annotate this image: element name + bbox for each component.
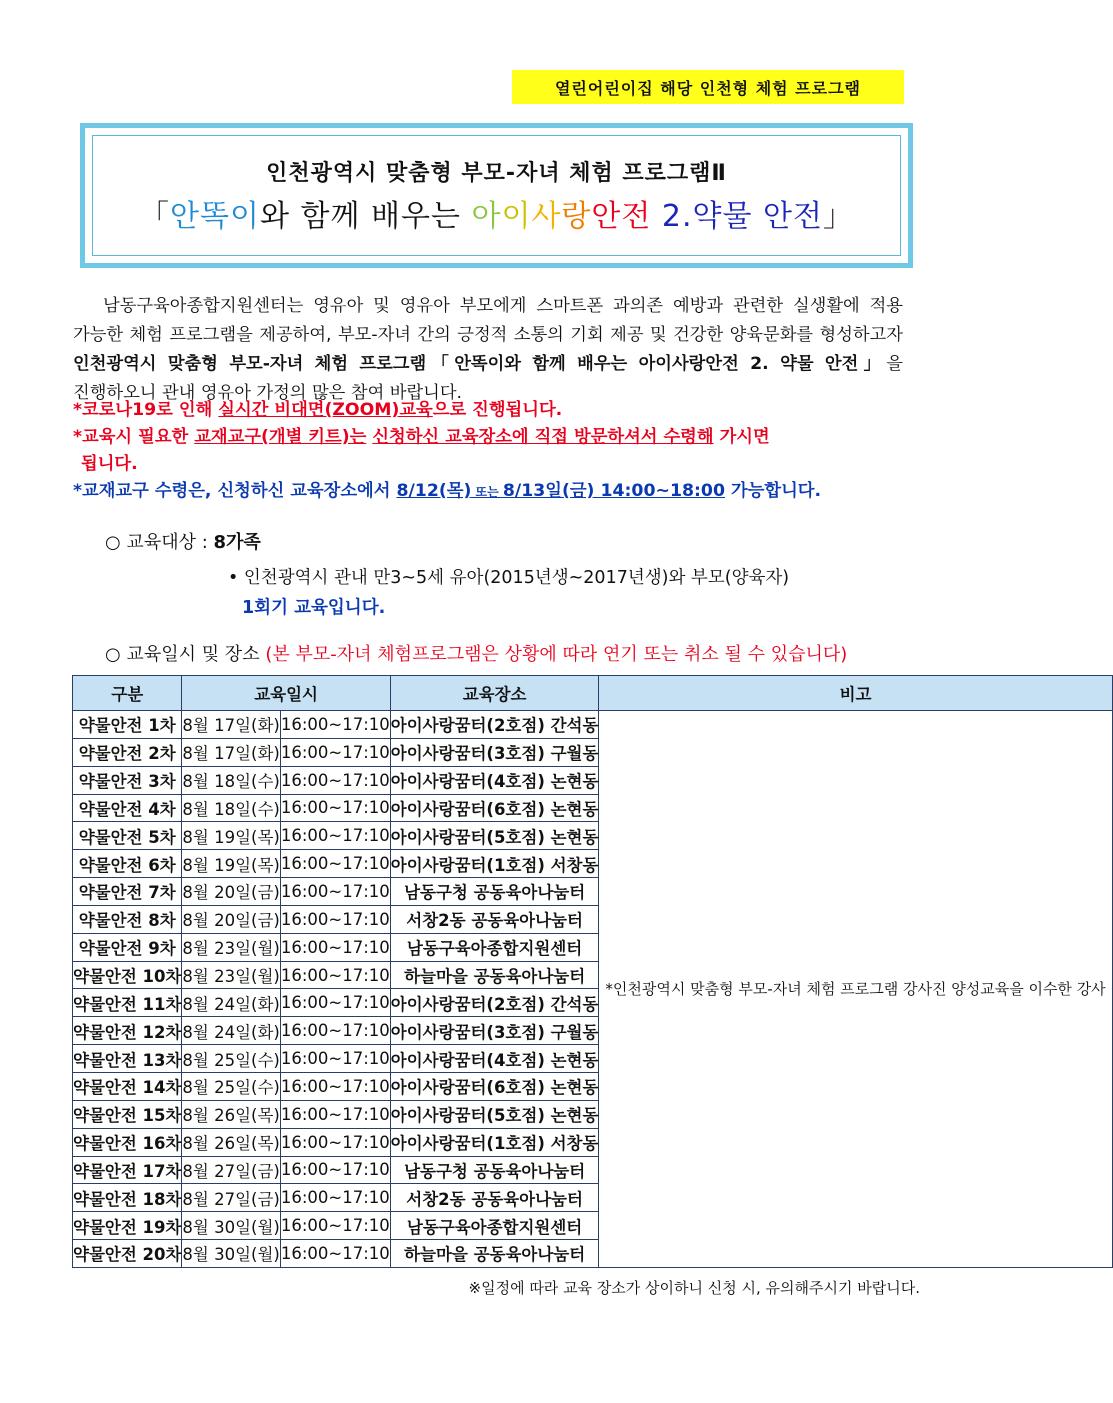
place-cell: 아이사랑꿈터(2호점) 간석동	[390, 711, 599, 739]
notice-kit-prefix: *교육시 필요한	[73, 427, 195, 447]
date-cell: 8월 23일(월)	[182, 961, 280, 989]
time-cell: 16:00~17:10	[280, 822, 390, 850]
session-name-cell: 약물안전 9차	[73, 933, 182, 961]
session-name-cell: 약물안전 12차	[73, 1017, 182, 1045]
date-cell: 8월 19일(목)	[182, 850, 280, 878]
header-place: 교육장소	[390, 676, 599, 711]
notice-zoom-suffix: 으로 진행됩니다.	[432, 400, 563, 420]
title-box	[80, 123, 913, 268]
session-name-cell: 약물안전 10차	[73, 961, 182, 989]
time-cell: 16:00~17:10	[280, 711, 390, 739]
date-cell: 8월 30일(월)	[182, 1212, 280, 1240]
time-cell: 16:00~17:10	[280, 905, 390, 933]
time-cell: 16:00~17:10	[280, 766, 390, 794]
date-cell: 8월 20일(금)	[182, 905, 280, 933]
program-tag-label: 열린어린이집 해당 인천형 체험 프로그램	[554, 78, 862, 98]
session-name-cell: 약물안전 19차	[73, 1212, 182, 1240]
date-cell: 8월 25일(수)	[182, 1045, 280, 1073]
notice-list	[73, 397, 933, 506]
session-name-cell: 약물안전 6차	[73, 850, 182, 878]
header-category: 구분	[73, 676, 182, 711]
place-cell: 남동구육아종합지원센터	[390, 933, 599, 961]
table-row	[73, 711, 1113, 739]
place-cell: 남동구청 공동육아나눔터	[390, 878, 599, 906]
title-line2-part: 이	[501, 199, 532, 234]
session-name-cell: 약물안전 1차	[73, 711, 182, 739]
target-section	[105, 528, 261, 554]
title-line2-part: 안전	[591, 199, 652, 234]
session-name-cell: 약물안전 17차	[73, 1156, 182, 1184]
time-cell: 16:00~17:10	[280, 850, 390, 878]
time-cell: 16:00~17:10	[280, 1184, 390, 1212]
place-cell: 아이사랑꿈터(4호점) 논현동	[390, 766, 599, 794]
time-cell: 16:00~17:10	[280, 738, 390, 766]
header-remark: 비고	[599, 676, 1112, 711]
session-name-cell: 약물안전 2차	[73, 738, 182, 766]
notice-kit-underline2: 신청하신 교육장소에 직접 방문하셔서 수령해	[372, 427, 714, 447]
place-cell: 남동구청 공동육아나눔터	[390, 1156, 599, 1184]
date-cell: 8월 19일(목)	[182, 822, 280, 850]
date-cell: 8월 27일(금)	[182, 1156, 280, 1184]
time-cell: 16:00~17:10	[280, 933, 390, 961]
schedule-section	[105, 640, 847, 666]
schedule-note: (본 부모-자녀 체험프로그램은 상황에 따라 연기 또는 취소 될 수 있습니다)	[265, 644, 848, 665]
intro-text-bold: 인천광역시 맞춤형 부모-자녀 체험 프로그램「안똑이와 함께 배우는 아이사랑안전 2. 약물 안전」	[73, 354, 887, 374]
notice-kit-underline1: 교재교구(개별 키트)는	[194, 427, 367, 447]
place-cell: 서창2동 공동육아나눔터	[390, 905, 599, 933]
notice-pickup	[73, 478, 933, 506]
title-line2-part: 사	[531, 199, 562, 234]
notice-kit-line2: 됩니다.	[81, 454, 138, 474]
date-cell: 8월 26일(목)	[182, 1128, 280, 1156]
time-cell: 16:00~17:10	[280, 1017, 390, 1045]
time-cell: 16:00~17:10	[280, 989, 390, 1017]
session-name-cell: 약물안전 15차	[73, 1100, 182, 1128]
place-cell: 아이사랑꿈터(2호점) 간석동	[390, 989, 599, 1017]
place-cell: 아이사랑꿈터(3호점) 구월동	[390, 738, 599, 766]
title-line2-part: 랑	[561, 199, 592, 234]
title-line2-part: 안똑이	[170, 199, 260, 234]
target-detail	[228, 563, 789, 623]
intro-text-part1: 남동구육아종합지원센터는 영유아 및 영유아 부모에게 스마트폰 과의존 예방과 관련한 실생활에 적용 가능한 체험 프로그램을 제공하여, 부모-자녀 간의 긍정적 소통의 기회 제공 및 건강한 양육문화를 형성하고자	[73, 296, 903, 345]
target-value: 8가족	[213, 532, 261, 553]
date-cell: 8월 24일(화)	[182, 989, 280, 1017]
session-name-cell: 약물안전 16차	[73, 1128, 182, 1156]
notice-pickup-or: 또는	[471, 485, 503, 499]
remark-cell: *인천광역시 맞춤형 부모-자녀 체험 프로그램 강사진 양성교육을 이수한 강사	[599, 711, 1112, 1268]
date-cell: 8월 26일(목)	[182, 1100, 280, 1128]
session-name-cell: 약물안전 18차	[73, 1184, 182, 1212]
place-cell: 아이사랑꿈터(5호점) 논현동	[390, 822, 599, 850]
place-cell: 아이사랑꿈터(1호점) 서창동	[390, 1128, 599, 1156]
session-name-cell: 약물안전 8차	[73, 905, 182, 933]
notice-zoom-underline: 실시간 비대면(ZOOM)교육	[218, 400, 433, 420]
place-cell: 아이사랑꿈터(4호점) 논현동	[390, 1045, 599, 1073]
time-cell: 16:00~17:10	[280, 878, 390, 906]
title-line2-part: 2.약물 안전	[651, 199, 823, 234]
notice-pickup-prefix: *교재교구 수령은, 신청하신 교육장소에서	[73, 481, 397, 501]
target-label: ○ 교육대상 :	[105, 532, 214, 553]
target-detail-line2: 1회기 교육입니다.	[242, 598, 386, 618]
title-line2-part: 아	[471, 199, 502, 234]
notice-pickup-suffix: 가능합니다.	[724, 481, 822, 501]
date-cell: 8월 18일(수)	[182, 794, 280, 822]
time-cell: 16:00~17:10	[280, 1212, 390, 1240]
session-name-cell: 약물안전 3차	[73, 766, 182, 794]
place-cell: 하늘마을 공동육아나눔터	[390, 961, 599, 989]
time-cell: 16:00~17:10	[280, 1156, 390, 1184]
date-cell: 8월 18일(수)	[182, 766, 280, 794]
notice-pickup-date1: 8/12(목)	[396, 481, 472, 501]
title-line2-part: 」	[822, 199, 854, 234]
place-cell: 아이사랑꿈터(5호점) 논현동	[390, 1100, 599, 1128]
date-cell: 8월 24일(화)	[182, 1017, 280, 1045]
time-cell: 16:00~17:10	[280, 794, 390, 822]
session-name-cell: 약물안전 20차	[73, 1240, 182, 1268]
session-name-cell: 약물안전 7차	[73, 878, 182, 906]
header-datetime: 교육일시	[182, 676, 390, 711]
session-name-cell: 약물안전 4차	[73, 794, 182, 822]
notice-kit-suffix: 가시면	[713, 427, 770, 447]
title-inner-box	[92, 135, 901, 256]
notice-kit	[73, 424, 933, 478]
place-cell: 아이사랑꿈터(6호점) 논현동	[390, 1072, 599, 1100]
place-cell: 서창2동 공동육아나눔터	[390, 1184, 599, 1212]
place-cell: 아이사랑꿈터(1호점) 서창동	[390, 850, 599, 878]
notice-zoom-prefix: *코로나19로 인해	[73, 400, 219, 420]
footnote: ※일정에 따라 교육 장소가 상이하니 신청 시, 유의해주시기 바랍니다.	[468, 1279, 920, 1297]
session-name-cell: 약물안전 13차	[73, 1045, 182, 1073]
notice-pickup-date2: 8/13일(금) 14:00~18:00	[502, 481, 725, 501]
title-line2-part: 와 함께 배우는	[259, 199, 472, 234]
title-line1: 인천광역시 맞춤형 부모-자녀 체험 프로그램Ⅱ	[266, 161, 727, 186]
time-cell: 16:00~17:10	[280, 1128, 390, 1156]
schedule-table	[72, 675, 1113, 1268]
notice-zoom	[73, 397, 933, 424]
title-line2	[139, 191, 854, 235]
table-header-row	[73, 676, 1113, 711]
place-cell: 아이사랑꿈터(3호점) 구월동	[390, 1017, 599, 1045]
place-cell: 하늘마을 공동육아나눔터	[390, 1240, 599, 1268]
target-detail-line1: • 인천광역시 관내 만3~5세 유아(2015년생~2017년생)와 부모(양육자)	[228, 568, 790, 588]
date-cell: 8월 23일(월)	[182, 933, 280, 961]
date-cell: 8월 27일(금)	[182, 1184, 280, 1212]
date-cell: 8월 30일(월)	[182, 1240, 280, 1268]
date-cell: 8월 17일(화)	[182, 738, 280, 766]
title-line2-part: 「	[139, 199, 170, 234]
schedule-label: ○ 교육일시 및 장소	[105, 644, 266, 665]
intro-paragraph	[73, 292, 903, 408]
time-cell: 16:00~17:10	[280, 1072, 390, 1100]
time-cell: 16:00~17:10	[280, 1240, 390, 1268]
session-name-cell: 약물안전 14차	[73, 1072, 182, 1100]
date-cell: 8월 17일(화)	[182, 711, 280, 739]
place-cell: 남동구육아종합지원센터	[390, 1212, 599, 1240]
time-cell: 16:00~17:10	[280, 1100, 390, 1128]
date-cell: 8월 20일(금)	[182, 878, 280, 906]
program-tag	[512, 70, 904, 104]
session-name-cell: 약물안전 5차	[73, 822, 182, 850]
time-cell: 16:00~17:10	[280, 961, 390, 989]
time-cell: 16:00~17:10	[280, 1045, 390, 1073]
intro-text-part2: 을 진행하오니 관내 영유아 가정의 많은 참여 바랍니다.	[73, 354, 903, 403]
date-cell: 8월 25일(수)	[182, 1072, 280, 1100]
place-cell: 아이사랑꿈터(6호점) 논현동	[390, 794, 599, 822]
session-name-cell: 약물안전 11차	[73, 989, 182, 1017]
